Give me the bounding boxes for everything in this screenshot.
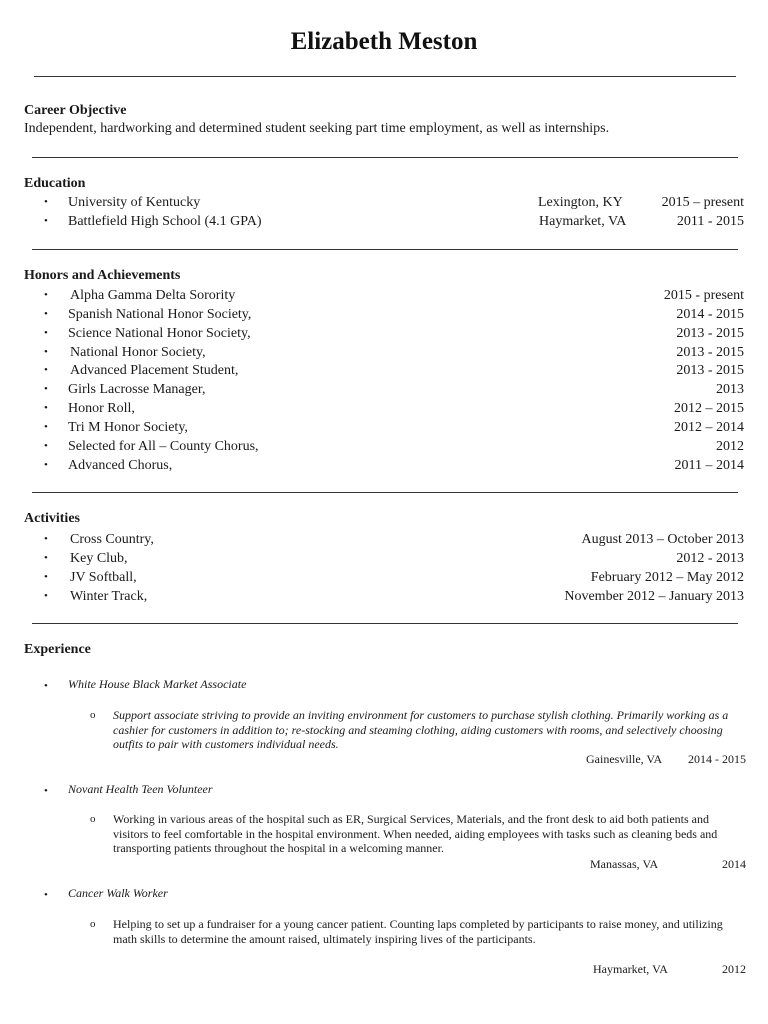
experience-title: Novant Health Teen Volunteer [68,782,213,796]
activity-item [0,530,768,549]
bullet-icon: • [44,785,48,797]
activity-dates: February 2012 – May 2012 [590,570,744,585]
divider [32,623,738,624]
experience-location: Gainesville, VA [586,752,663,766]
bullet-icon: • [44,215,48,227]
honor-item [0,324,768,343]
honor-dates: 2013 - 2015 [676,363,744,378]
school-name: Battlefield High School (4.1 GPA) [68,214,262,229]
bullet-icon: • [44,327,48,339]
bullet-icon: • [44,421,48,433]
experience-description: Helping to set up a fundraiser for a young cancer patient. Counting laps completed by participants to raise money, and utilizing math skills to determine the amount raised, ultimately inspiring lives of the participants. [113,917,723,946]
divider [32,249,738,250]
honor-dates: 2013 - 2015 [676,326,744,341]
bullet-icon: • [44,364,48,376]
bullet-icon: • [44,459,48,471]
activity-item [0,568,768,587]
bullet-icon: • [44,590,48,602]
experience-location: Haymarket, VA [593,962,668,976]
bullet-icon: • [44,196,48,208]
honor-dates: 2012 [716,439,744,454]
honor-item [0,437,768,456]
honor-label: Advanced Placement Student, [70,363,239,378]
honor-dates: 2013 [716,382,744,397]
bullet-icon: • [44,289,48,301]
honor-dates: 2013 - 2015 [676,345,744,360]
experience-title: White House Black Market Associate [68,677,247,691]
bullet-icon: • [44,889,48,901]
honor-dates: 2014 - 2015 [676,307,744,322]
education-heading: Education [24,176,86,191]
divider [34,76,736,77]
honor-label: Science National Honor Society, [68,326,251,341]
honors-heading: Honors and Achievements [24,268,181,283]
bullet-icon: • [44,402,48,414]
honor-label: National Honor Society, [70,345,206,360]
honor-dates: 2011 – 2014 [674,458,744,473]
bullet-icon: • [44,308,48,320]
objective-heading: Career Objective [24,103,127,118]
honor-label: Advanced Chorus, [68,458,173,473]
honor-label: Honor Roll, [68,401,135,416]
honor-dates: 2012 – 2014 [674,420,744,435]
activity-label: Key Club, [70,551,128,566]
honor-item [0,380,768,399]
experience-description: Working in various areas of the hospital such as ER, Surgical Services, Materials, and the front desk to aid both patients and visitors to feel comfortable in the hospital environment. When needed, aiding employees with tasks such as cleaning beds and transporting patients throughout the hospital in a welcoming manner. [113,812,718,855]
experience-description: Support associate striving to provide an inviting environment for customers to purchase stylish clothing. Primarily working as a cashier for customers in addition to; re-stocking and steaming clothing, aiding customers with rooms, and selectively choosing outfits to pair with customers individual needs. [113,708,729,751]
honor-label: Girls Lacrosse Manager, [68,382,206,397]
bullet-icon: • [44,552,48,564]
bullet-icon: • [44,533,48,545]
candidate-name: Elizabeth Meston [290,28,478,55]
bullet-icon: • [44,383,48,395]
experience-dates: 2014 [722,857,746,871]
experience-location: Manassas, VA [590,857,659,871]
divider [32,157,738,158]
activity-dates: 2012 - 2013 [676,551,744,566]
honor-item [0,305,768,324]
bullet-icon: • [44,680,48,692]
experience-title: Cancer Walk Worker [68,886,168,900]
activity-label: JV Softball, [70,570,137,585]
honor-label: Alpha Gamma Delta Sorority [70,288,236,303]
honor-dates: 2015 - present [663,288,744,303]
school-name: University of Kentucky [68,195,201,210]
activity-label: Winter Track, [70,589,148,604]
bullet-icon: • [44,346,48,358]
school-dates: 2015 – present [661,195,744,210]
activities-heading: Activities [24,511,80,526]
experience-dates: 2014 - 2015 [688,752,746,766]
experience-dates: 2012 [722,962,746,976]
experience-heading: Experience [24,642,91,657]
bullet-icon: • [44,571,48,583]
activity-label: Cross Country, [70,532,154,547]
education-item [0,193,768,212]
bullet-icon: • [44,440,48,452]
honor-item [0,343,768,362]
objective-text: Independent, hardworking and determined student seeking part time employment, as well as internships. [24,121,610,136]
school-dates: 2011 - 2015 [676,214,744,229]
sub-bullet-icon: o [90,918,96,930]
honor-item [0,286,768,305]
honor-dates: 2012 – 2015 [674,401,744,416]
honor-label: Spanish National Honor Society, [68,307,252,322]
activity-item [0,587,768,606]
education-item [0,212,768,231]
honor-item [0,456,768,475]
honor-label: Selected for All – County Chorus, [68,439,259,454]
activity-item [0,549,768,568]
honor-item [0,399,768,418]
school-location: Lexington, KY [538,195,623,210]
sub-bullet-icon: o [90,813,96,825]
divider [32,492,738,493]
activity-dates: November 2012 – January 2013 [564,589,744,604]
activity-dates: August 2013 – October 2013 [581,532,744,547]
honor-label: Tri M Honor Society, [68,420,188,435]
sub-bullet-icon: o [90,709,96,721]
school-location: Haymarket, VA [539,214,627,229]
honor-item [0,361,768,380]
honor-item [0,418,768,437]
